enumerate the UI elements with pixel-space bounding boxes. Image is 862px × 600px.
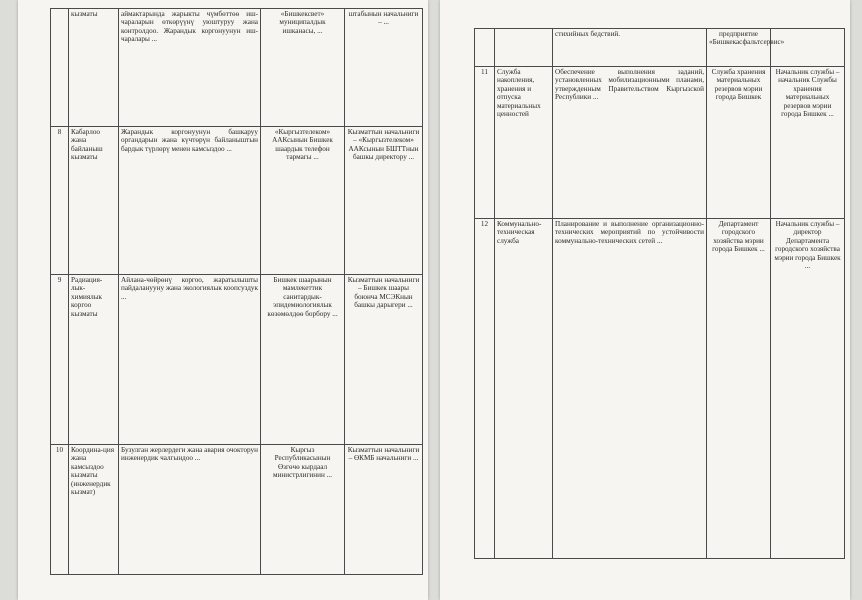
service-name [495, 29, 553, 67]
row-number [475, 29, 495, 67]
service-name: кызматы [69, 9, 119, 127]
service-chief: Кызматтын начальниги – «Кыргызтелеком» ААКсынын БШТТнын башкы директору ... [345, 127, 423, 275]
left-page [18, 0, 428, 600]
responsible-agency: Служба хранения материальных резервов мэрии города Бишкек [707, 67, 771, 219]
table-row [475, 67, 845, 219]
service-chief: Начальник службы – директор Департамента городского хозяйства мэрии города Бишкек ... [771, 219, 845, 559]
service-chief: Кызматтын начальниги – Бишкек шаары боюнча МСЭКнын башкы дарыгери ... [345, 275, 423, 445]
service-chief: Кызматтын начальниги – ӨКМБ начальниги ... [345, 445, 423, 575]
table-row [475, 29, 845, 67]
table-row [51, 275, 423, 445]
responsible-agency: «Бишкексвет» муниципалдык ишканасы, ... [261, 9, 345, 127]
table-row [51, 445, 423, 575]
responsible-agency: предприятие «Бишкекасфальтсервис» [707, 29, 771, 67]
row-number: 8 [51, 127, 69, 275]
row-number: 10 [51, 445, 69, 575]
service-name: Кабарлоо жана байланыш кызматы [69, 127, 119, 275]
service-chief: штабынын начальниги – ... [345, 9, 423, 127]
service-description: Айлана-чөйрөнү коргоо, жаратылышты пайдаланууну жана экологиялык коопсуздук ... [119, 275, 261, 445]
responsible-agency: Бишкек шаарынын мамлекеттик санитардык-эпидемиологиялык көзөмөлдөө борбору ... [261, 275, 345, 445]
responsible-agency: Департамент городского хозяйства мэрии города Бишкек ... [707, 219, 771, 559]
service-name: Коммунально-техническая служба [495, 219, 553, 559]
row-number: 9 [51, 275, 69, 445]
right-table [474, 28, 845, 559]
table-row [475, 219, 845, 559]
service-description: стихийных бедствий. [553, 29, 707, 67]
table-row [51, 9, 423, 127]
right-page [440, 0, 850, 600]
service-description: Обеспечение выполнения заданий, установленных мобилизационными планами, утвержденным Правительством Кыргызской Республики ... [553, 67, 707, 219]
service-name: Координа-ция жана камсыздоо кызматы (инженердик кызмат) [69, 445, 119, 575]
responsible-agency: «Кыргызтелеком» ААКсынын Бишкек шаардык телефон тармагы ... [261, 127, 345, 275]
service-description: Жарандык коргонуунун башкаруу органдарын жана күчтөрүн байланыштын бардык түрлөрү менен камсыздоо ... [119, 127, 261, 275]
responsible-agency: Кыргыз Республикасынын Өзгөчө кырдаал министрлигинин ... [261, 445, 345, 575]
row-number: 12 [475, 219, 495, 559]
table-row [51, 127, 423, 275]
row-number [51, 9, 69, 127]
row-number: 11 [475, 67, 495, 219]
service-chief: Начальник службы – начальник Службы хранения материальных резервов мэрии города Бишкек ... [771, 67, 845, 219]
service-description: Планирование и выполнение организационно-технических мероприятий по устойчивости коммунально-технических сетей ... [553, 219, 707, 559]
service-description: аймактарында жарыкты чүмбөттөө иш-чараларын өткөрүүнү уюштуруу жана контролдоо. Жарандык коргонуунун иш-чаралары ... [119, 9, 261, 127]
service-chief [771, 29, 845, 67]
service-name: Радиация-лык-химиялык коргоо кызматы [69, 275, 119, 445]
service-description: Бузулган жерлердеги жана авария очокторун инженердик чалгындоо ... [119, 445, 261, 575]
service-name: Служба накопления, хранения и отпуска материальных ценностей [495, 67, 553, 219]
left-table [50, 8, 423, 575]
